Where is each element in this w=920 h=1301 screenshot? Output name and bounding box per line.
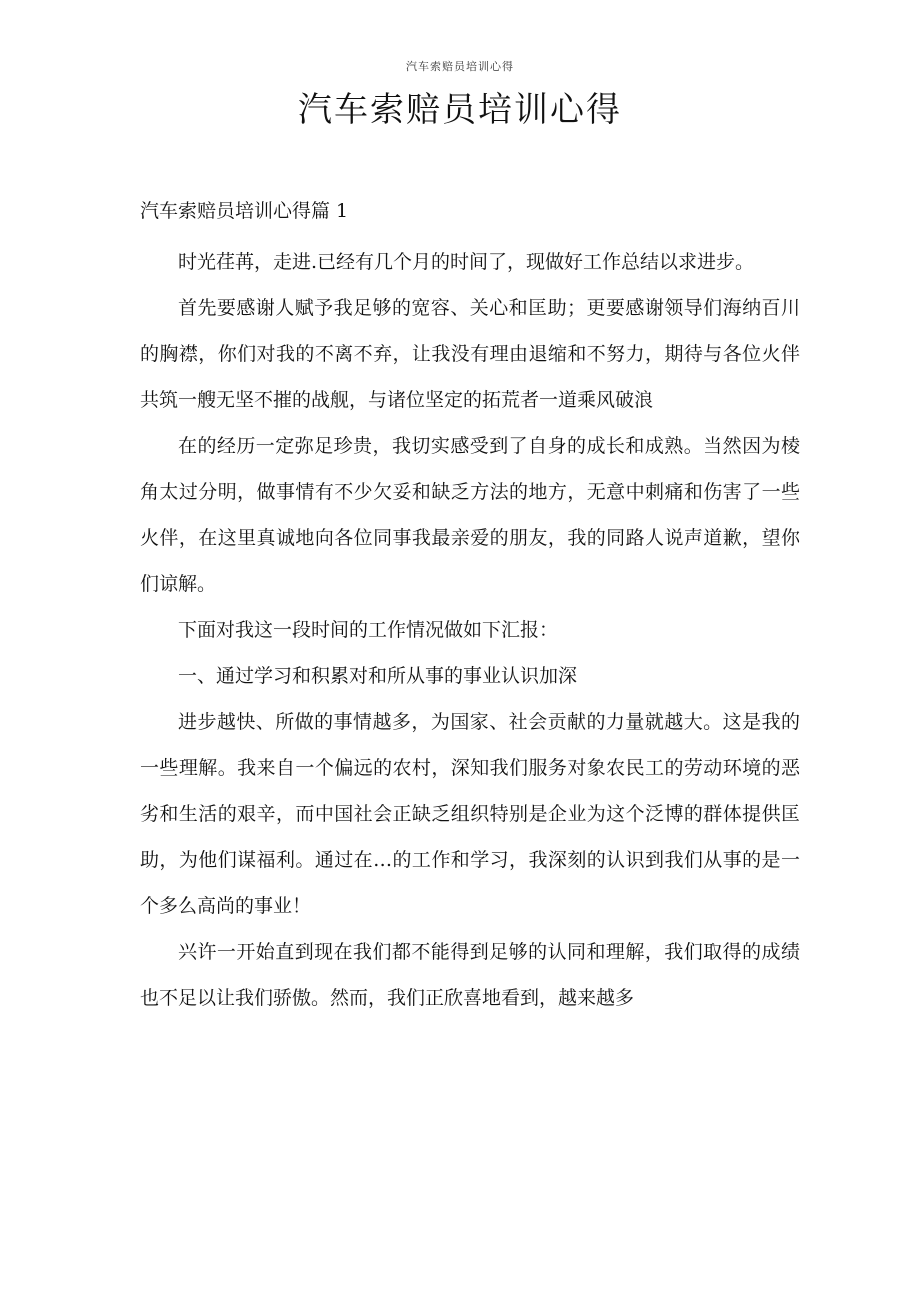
paragraph: 在的经历一定弥足珍贵，我切实感受到了自身的成长和成熟。当然因为棱角太过分明，做事情有不少欠妥和缺乏方法的地方，无意中刺痛和伤害了一些火伴，在这里真诚地向各位同事我最亲爱的朋友，我的同路人说声道歉，望你们谅解。 bbox=[140, 435, 800, 595]
section-heading: 汽车索赔员培训心得篇 1 bbox=[140, 200, 349, 222]
paragraph: 兴许一开始直到现在我们都不能得到足够的认同和理解，我们取得的成绩也不足以让我们骄傲。然而，我们正欣喜地看到，越来越多 bbox=[140, 941, 800, 1009]
paragraph: 下面对我这一段时间的工作情况做如下汇报： bbox=[178, 619, 559, 641]
paragraph: 首先要感谢人赋予我足够的宽容、关心和匡助；更要感谢领导们海纳百川的胸襟，你们对我的不离不弃，让我没有理由退缩和不努力，期待与各位火伴共筑一艘无坚不摧的战舰，与诸位坚定的拓荒者一道乘风破浪 bbox=[140, 297, 800, 411]
paragraph: 时光荏苒，走进.已经有几个月的时间了，现做好工作总结以求进步。 bbox=[178, 251, 755, 273]
running-header: 汽车索赔员培训心得 bbox=[406, 60, 514, 73]
subsection-heading: 一、通过学习和积累对和所从事的事业认识加深 bbox=[178, 665, 578, 687]
document-title: 汽车索赔员培训心得 bbox=[298, 90, 622, 130]
paragraph: 进步越快、所做的事情越多，为国家、社会贡献的力量就越大。这是我的一些理解。我来自一个偏远的农村，深知我们服务对象农民工的劳动环境的恶劣和生活的艰辛，而中国社会正缺乏组织特别是企业为这个泛博的群体提供匡助，为他们谋福利。通过在…的工作和学习，我深刻的认识到我们从事的是一个多么高尚的事业！ bbox=[140, 711, 800, 917]
document-body bbox=[140, 195, 800, 1021]
